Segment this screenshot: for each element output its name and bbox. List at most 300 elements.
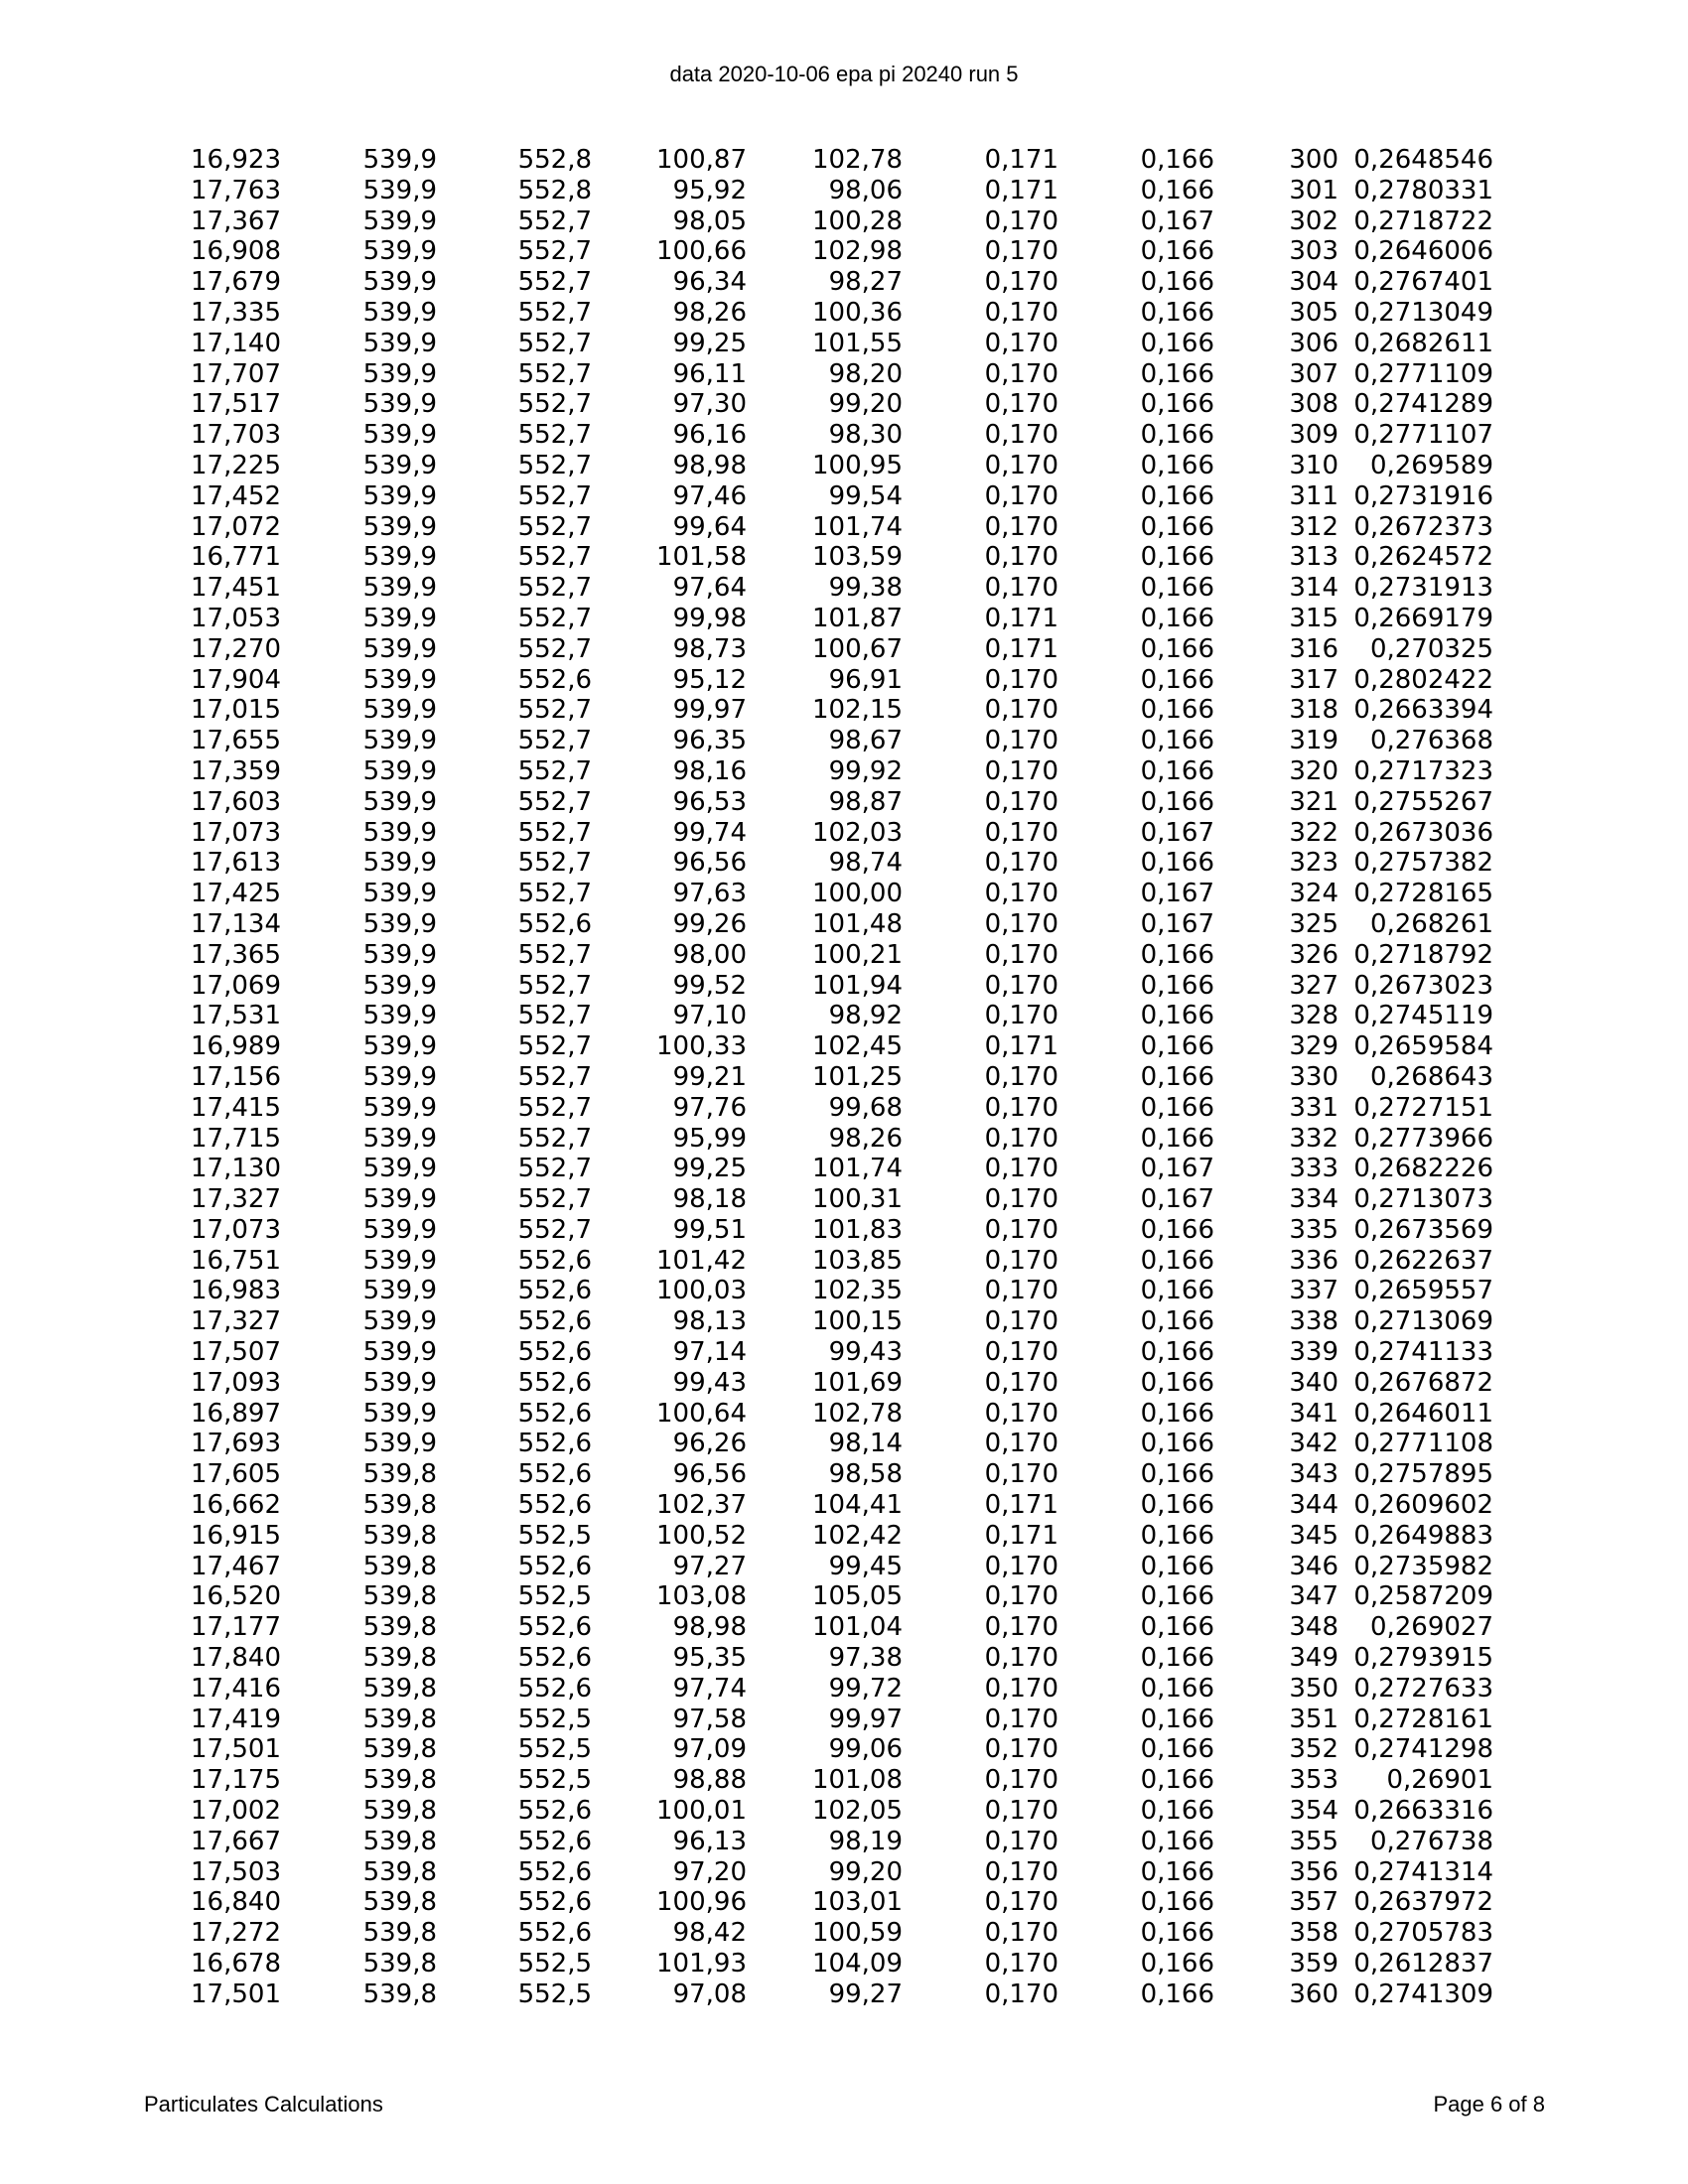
table-cell: 552,6 [517,1398,592,1429]
table-cell: 317 [1289,664,1338,695]
table-cell: 552,7 [517,1031,592,1062]
table-cell: 98,06 [828,175,903,205]
table-row [0,1246,1493,1277]
table-cell: 539,9 [362,573,437,604]
table-cell: 552,7 [517,480,592,511]
table-cell: 355 [1289,1826,1338,1856]
table-cell: 0,171 [984,145,1058,175]
table-cell: 17,365 [191,939,281,970]
table-cell: 17,270 [191,633,281,664]
table-cell: 98,74 [828,848,903,879]
table-cell: 324 [1289,879,1338,909]
table-cell: 0,2755267 [1353,786,1493,817]
table-cell: 539,9 [362,1337,437,1368]
table-cell: 100,87 [656,145,747,175]
table-cell: 539,9 [362,328,437,358]
table-cell: 0,171 [984,633,1058,664]
table-row [0,359,1493,390]
table-cell: 539,9 [362,389,437,420]
table-cell: 17,134 [191,908,281,939]
table-cell: 0,2757382 [1353,848,1493,879]
table-cell: 0,166 [1140,236,1214,267]
table-cell: 101,58 [656,542,747,573]
table-cell: 346 [1289,1551,1338,1581]
table-cell: 17,415 [191,1092,281,1123]
table-cell: 539,9 [362,879,437,909]
table-cell: 0,2673569 [1353,1214,1493,1245]
table-cell: 100,01 [656,1796,747,1827]
table-row [0,1459,1493,1490]
table-cell: 0,2717323 [1353,755,1493,786]
table-row [0,665,1493,696]
table-cell: 0,2663394 [1353,695,1493,726]
table-cell: 0,170 [984,1949,1058,1979]
table-cell: 539,9 [362,236,437,267]
table-cell: 552,6 [517,1367,592,1398]
table-cell: 539,9 [362,542,437,573]
table-cell: 96,34 [672,267,747,298]
table-cell: 100,21 [812,939,903,970]
table-cell: 0,170 [984,1092,1058,1123]
table-cell: 0,2646011 [1353,1398,1493,1429]
table-cell: 552,7 [517,297,592,328]
table-cell: 0,166 [1140,1306,1214,1337]
table-cell: 539,8 [362,1551,437,1581]
table-cell: 98,42 [672,1918,747,1949]
table-cell: 17,093 [191,1367,281,1398]
table-cell: 17,467 [191,1551,281,1581]
table-cell: 539,8 [362,1979,437,2009]
table-cell: 326 [1289,939,1338,970]
table-cell: 98,05 [672,205,747,236]
table-cell: 0,2802422 [1353,664,1493,695]
table-cell: 0,2612837 [1353,1949,1493,1979]
table-cell: 552,7 [517,879,592,909]
table-cell: 102,45 [812,1031,903,1062]
table-cell: 0,166 [1140,1214,1214,1245]
table-cell: 100,31 [812,1184,903,1215]
table-cell: 539,9 [362,1245,437,1276]
table-cell: 0,2669179 [1353,603,1493,633]
table-cell: 0,166 [1140,939,1214,970]
table-cell: 552,7 [517,1092,592,1123]
table-cell: 102,05 [812,1796,903,1827]
table-cell: 340 [1289,1367,1338,1398]
table-cell: 104,09 [812,1949,903,1979]
table-cell: 102,42 [812,1520,903,1551]
table-cell: 0,166 [1140,1123,1214,1154]
table-cell: 0,166 [1140,358,1214,389]
table-cell: 0,170 [984,420,1058,451]
table-cell: 552,7 [517,420,592,451]
table-cell: 552,7 [517,358,592,389]
table-cell: 96,91 [828,664,903,695]
table-cell: 98,14 [828,1429,903,1459]
table-cell: 319 [1289,726,1338,756]
table-cell: 0,166 [1140,573,1214,604]
table-cell: 0,2757895 [1353,1459,1493,1490]
table-cell: 0,170 [984,1765,1058,1796]
table-cell: 0,170 [984,1123,1058,1154]
table-cell: 552,6 [517,1306,592,1337]
table-cell: 539,9 [362,145,437,175]
table-cell: 17,707 [191,358,281,389]
table-row [0,1581,1493,1612]
table-cell: 0,166 [1140,1765,1214,1796]
table-cell: 552,6 [517,664,592,695]
table-cell: 539,9 [362,939,437,970]
table-row [0,1979,1493,2010]
table-cell: 0,170 [984,755,1058,786]
table-cell: 97,30 [672,389,747,420]
table-cell: 336 [1289,1245,1338,1276]
table-cell: 0,171 [984,175,1058,205]
table-cell: 0,170 [984,480,1058,511]
table-row [0,1521,1493,1552]
table-cell: 0,2609602 [1353,1490,1493,1521]
table-cell: 16,771 [191,542,281,573]
table-cell: 17,359 [191,755,281,786]
table-cell: 103,01 [812,1887,903,1918]
table-cell: 99,72 [828,1673,903,1704]
table-cell: 99,45 [828,1551,903,1581]
table-row [0,145,1493,176]
table-cell: 17,501 [191,1734,281,1765]
table-cell: 101,42 [656,1245,747,1276]
table-cell: 99,74 [672,817,747,848]
table-cell: 0,170 [984,1796,1058,1827]
table-cell: 99,97 [672,695,747,726]
table-cell: 0,170 [984,1826,1058,1856]
table-cell: 332 [1289,1123,1338,1154]
table-row [0,848,1493,879]
table-cell: 96,16 [672,420,747,451]
table-row [0,879,1493,909]
table-cell: 0,170 [984,1581,1058,1612]
table-cell: 17,073 [191,1214,281,1245]
table-cell: 552,7 [517,236,592,267]
table-cell: 0,2682226 [1353,1154,1493,1184]
table-cell: 0,166 [1140,1826,1214,1856]
table-cell: 0,166 [1140,695,1214,726]
table-cell: 337 [1289,1276,1338,1306]
table-cell: 0,170 [984,1154,1058,1184]
table-cell: 101,94 [812,970,903,1001]
table-row [0,1674,1493,1705]
table-row [0,206,1493,237]
table-cell: 539,9 [362,1214,437,1245]
table-cell: 17,367 [191,205,281,236]
table-cell: 0,170 [984,1612,1058,1643]
table-cell: 552,7 [517,1123,592,1154]
table-cell: 104,41 [812,1490,903,1521]
table-cell: 100,52 [656,1520,747,1551]
table-cell: 17,072 [191,511,281,542]
table-cell: 0,2718792 [1353,939,1493,970]
table-cell: 98,26 [828,1123,903,1154]
table-cell: 552,7 [517,939,592,970]
table-cell: 97,27 [672,1551,747,1581]
table-cell: 334 [1289,1184,1338,1215]
table-row [0,787,1493,818]
table-cell: 0,2773966 [1353,1123,1493,1154]
table-cell: 539,9 [362,1184,437,1215]
table-row [0,298,1493,329]
table-cell: 552,7 [517,1154,592,1184]
table-cell: 552,5 [517,1979,592,2009]
table-cell: 97,76 [672,1092,747,1123]
table-cell: 105,05 [812,1581,903,1612]
table-cell: 17,327 [191,1306,281,1337]
table-cell: 552,7 [517,786,592,817]
table-cell: 330 [1289,1061,1338,1092]
table-cell: 539,9 [362,908,437,939]
table-cell: 0,2713049 [1353,297,1493,328]
table-row [0,1705,1493,1735]
table-cell: 0,2672373 [1353,511,1493,542]
table-cell: 301 [1289,175,1338,205]
table-cell: 16,908 [191,236,281,267]
table-cell: 552,5 [517,1734,592,1765]
table-row [0,971,1493,1002]
table-cell: 0,2741314 [1353,1856,1493,1887]
table-cell: 306 [1289,328,1338,358]
table-cell: 328 [1289,1001,1338,1031]
table-cell: 98,30 [828,420,903,451]
table-cell: 0,2741298 [1353,1734,1493,1765]
table-cell: 17,327 [191,1184,281,1215]
table-cell: 0,166 [1140,1551,1214,1581]
table-cell: 17,763 [191,175,281,205]
table-cell: 17,272 [191,1918,281,1949]
table-cell: 99,68 [828,1092,903,1123]
table-cell: 0,166 [1140,1612,1214,1643]
table-cell: 0,170 [984,1061,1058,1092]
table-cell: 552,6 [517,1551,592,1581]
table-cell: 0,2682611 [1353,328,1493,358]
table-row [0,1093,1493,1124]
table-row [0,176,1493,206]
table-cell: 0,170 [984,879,1058,909]
table-cell: 327 [1289,970,1338,1001]
table-cell: 552,5 [517,1949,592,1979]
table-cell: 539,9 [362,633,437,664]
table-cell: 95,35 [672,1643,747,1674]
table-cell: 0,166 [1140,1367,1214,1398]
table-cell: 552,6 [517,1459,592,1490]
table-cell: 0,2659584 [1353,1031,1493,1062]
table-cell: 102,15 [812,695,903,726]
table-cell: 539,8 [362,1918,437,1949]
table-cell: 357 [1289,1887,1338,1918]
table-row [0,1734,1493,1765]
table-row [0,1215,1493,1246]
table-cell: 552,7 [517,755,592,786]
table-cell: 552,7 [517,1001,592,1031]
table-cell: 0,2727151 [1353,1092,1493,1123]
table-row [0,389,1493,420]
table-cell: 539,8 [362,1949,437,1979]
table-cell: 102,35 [812,1276,903,1306]
table-cell: 0,166 [1140,1520,1214,1551]
table-cell: 17,715 [191,1123,281,1154]
table-row [0,1827,1493,1857]
table-cell: 100,59 [812,1918,903,1949]
table-cell: 101,08 [812,1765,903,1796]
table-cell: 539,9 [362,664,437,695]
table-cell: 99,06 [828,1734,903,1765]
table-cell: 99,54 [828,480,903,511]
table-cell: 0,166 [1140,1734,1214,1765]
table-cell: 0,170 [984,267,1058,298]
table-cell: 0,170 [984,1184,1058,1215]
table-cell: 99,27 [828,1979,903,2009]
table-cell: 17,175 [191,1765,281,1796]
table-cell: 303 [1289,236,1338,267]
table-row [0,1552,1493,1582]
table-cell: 552,7 [517,695,592,726]
table-cell: 99,43 [828,1337,903,1368]
table-cell: 95,12 [672,664,747,695]
table-cell: 0,167 [1140,817,1214,848]
table-cell: 539,8 [362,1581,437,1612]
table-cell: 102,78 [812,1398,903,1429]
table-cell: 0,269027 [1369,1612,1493,1643]
table-cell: 100,33 [656,1031,747,1062]
table-cell: 0,2622637 [1353,1245,1493,1276]
table-cell: 539,8 [362,1734,437,1765]
table-cell: 552,6 [517,1643,592,1674]
table-cell: 99,98 [672,603,747,633]
table-cell: 0,2741309 [1353,1979,1493,2009]
table-cell: 320 [1289,755,1338,786]
table-cell: 539,8 [362,1643,437,1674]
table-cell: 17,130 [191,1154,281,1184]
table-cell: 101,87 [812,603,903,633]
table-cell: 0,2741289 [1353,389,1493,420]
table-cell: 0,166 [1140,420,1214,451]
table-cell: 101,25 [812,1061,903,1092]
table-row [0,1276,1493,1306]
table-cell: 0,166 [1140,1337,1214,1368]
table-cell: 539,8 [362,1612,437,1643]
table-cell: 539,9 [362,1092,437,1123]
table-cell: 100,00 [812,879,903,909]
table-cell: 0,170 [984,328,1058,358]
table-cell: 552,7 [517,1214,592,1245]
table-cell: 16,897 [191,1398,281,1429]
table-cell: 0,170 [984,1918,1058,1949]
table-cell: 359 [1289,1949,1338,1979]
table-cell: 0,166 [1140,1092,1214,1123]
table-cell: 0,2673036 [1353,817,1493,848]
table-cell: 552,7 [517,205,592,236]
table-cell: 96,11 [672,358,747,389]
table-cell: 0,166 [1140,1673,1214,1704]
table-cell: 552,7 [517,267,592,298]
table-cell: 0,171 [984,1520,1058,1551]
table-cell: 0,170 [984,1673,1058,1704]
table-cell: 0,270325 [1369,633,1493,664]
table-body [0,145,1493,2010]
table-row [0,909,1493,940]
table-cell: 0,166 [1140,664,1214,695]
table-cell: 17,419 [191,1704,281,1734]
table-cell: 539,9 [362,420,437,451]
table-cell: 0,166 [1140,145,1214,175]
table-cell: 0,2780331 [1353,175,1493,205]
table-cell: 0,170 [984,1551,1058,1581]
table-cell: 552,7 [517,848,592,879]
table-cell: 552,7 [517,1184,592,1215]
table-cell: 325 [1289,908,1338,939]
table-cell: 539,9 [362,1367,437,1398]
table-cell: 0,170 [984,1734,1058,1765]
table-cell: 0,276738 [1369,1826,1493,1856]
table-cell: 99,43 [672,1367,747,1398]
table-cell: 539,9 [362,1123,437,1154]
table-cell: 0,269589 [1369,450,1493,480]
table-cell: 0,166 [1140,1581,1214,1612]
table-cell: 0,166 [1140,480,1214,511]
table-cell: 351 [1289,1704,1338,1734]
table-cell: 97,14 [672,1337,747,1368]
table-row [0,420,1493,451]
table-cell: 307 [1289,358,1338,389]
table-cell: 99,25 [672,328,747,358]
table-cell: 333 [1289,1154,1338,1184]
table-cell: 0,2663316 [1353,1796,1493,1827]
table-cell: 316 [1289,633,1338,664]
table-cell: 331 [1289,1092,1338,1123]
table-cell: 99,21 [672,1061,747,1092]
table-cell: 0,167 [1140,879,1214,909]
table-cell: 0,170 [984,1306,1058,1337]
table-cell: 17,015 [191,695,281,726]
table-cell: 539,9 [362,511,437,542]
table-cell: 97,08 [672,1979,747,2009]
table-row [0,512,1493,543]
table-cell: 0,170 [984,205,1058,236]
table-cell: 0,2731913 [1353,573,1493,604]
table-row [0,634,1493,665]
table-cell: 0,2731916 [1353,480,1493,511]
table-cell: 98,18 [672,1184,747,1215]
table-cell: 0,2771107 [1353,420,1493,451]
table-cell: 539,9 [362,358,437,389]
table-cell: 0,170 [984,573,1058,604]
table-cell: 16,989 [191,1031,281,1062]
table-cell: 552,6 [517,1612,592,1643]
table-cell: 358 [1289,1918,1338,1949]
table-cell: 0,2659557 [1353,1276,1493,1306]
table-cell: 339 [1289,1337,1338,1368]
table-cell: 0,166 [1140,389,1214,420]
table-cell: 98,27 [828,267,903,298]
table-cell: 539,9 [362,1154,437,1184]
table-cell: 17,053 [191,603,281,633]
table-row [0,542,1493,573]
table-cell: 98,26 [672,297,747,328]
table-cell: 0,170 [984,297,1058,328]
table-cell: 97,38 [828,1643,903,1674]
table-cell: 0,170 [984,511,1058,542]
table-cell: 552,5 [517,1765,592,1796]
table-cell: 17,002 [191,1796,281,1827]
table-cell: 17,613 [191,848,281,879]
table-cell: 16,840 [191,1887,281,1918]
table-cell: 17,679 [191,267,281,298]
